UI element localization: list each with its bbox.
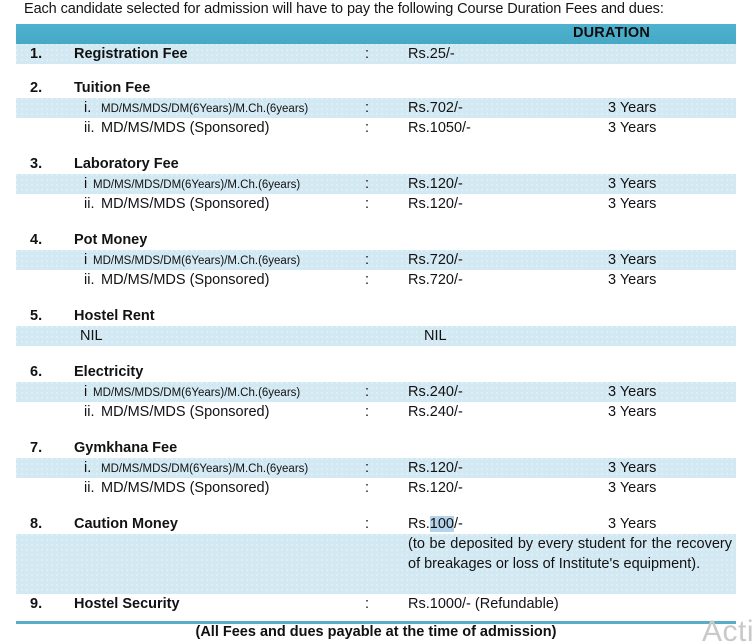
row-colon: : bbox=[365, 46, 370, 62]
row-duration: 3 Years bbox=[608, 480, 657, 496]
row-duration: 3 Years bbox=[608, 252, 657, 268]
row-title: Caution Money bbox=[74, 516, 178, 532]
row-colon: : bbox=[365, 460, 370, 476]
column-header-duration: DURATION bbox=[572, 25, 650, 41]
amount-prefix: Rs. bbox=[408, 516, 430, 532]
subrow-roman: ii. bbox=[84, 120, 95, 136]
table-row-heading bbox=[16, 154, 736, 174]
row-spacer bbox=[16, 138, 736, 154]
subrow-label bbox=[84, 270, 269, 290]
row-colon: : bbox=[365, 596, 370, 612]
subrow-roman: ii. bbox=[84, 404, 95, 420]
fees-table bbox=[16, 24, 736, 614]
row-nil-right: NIL bbox=[424, 328, 447, 344]
row-spacer bbox=[16, 498, 736, 514]
row-title: Tuition Fee bbox=[74, 80, 151, 96]
row-title: Gymkhana Fee bbox=[74, 440, 178, 456]
row-colon: : bbox=[365, 252, 370, 268]
row-amount: Rs.1050/- bbox=[408, 120, 471, 136]
row-number: 9. bbox=[30, 596, 43, 612]
row-number: 6. bbox=[30, 364, 43, 380]
row-number: 1. bbox=[30, 46, 43, 62]
subrow-label bbox=[84, 194, 269, 214]
table-subrow bbox=[16, 382, 736, 402]
table-row-heading bbox=[16, 230, 736, 250]
row-title: Electricity bbox=[74, 364, 144, 380]
subrow-roman: ii. bbox=[84, 196, 95, 212]
subrow-text: MD/MS/MDS/DM(6Years)/M.Ch.(6years) bbox=[101, 103, 309, 115]
subrow-text: MD/MS/MDS/DM(6Years)/M.Ch.(6years) bbox=[93, 387, 301, 399]
row-colon: : bbox=[365, 480, 370, 496]
subrow-label bbox=[84, 402, 269, 422]
footer-note: (All Fees and dues payable at the time of admission) bbox=[195, 624, 557, 640]
row-number: 8. bbox=[30, 516, 43, 532]
row-duration: 3 Years bbox=[608, 460, 657, 476]
subrow-label bbox=[84, 478, 269, 498]
row-amount bbox=[408, 514, 463, 534]
row-colon: : bbox=[365, 516, 370, 532]
row-duration: 3 Years bbox=[608, 196, 657, 212]
row-duration: 3 Years bbox=[608, 176, 657, 192]
row-number: 3. bbox=[30, 156, 43, 172]
row-title: Pot Money bbox=[74, 232, 148, 248]
table-row-heading bbox=[16, 78, 736, 98]
row-duration: 3 Years bbox=[608, 404, 657, 420]
row-number: 2. bbox=[30, 80, 43, 96]
table-subrow bbox=[16, 118, 736, 138]
table-subrow bbox=[16, 402, 736, 422]
subrow-text: MD/MS/MDS/DM(6Years)/M.Ch.(6years) bbox=[93, 179, 301, 191]
table-header-band bbox=[16, 24, 736, 44]
row-nil-left: NIL bbox=[80, 328, 103, 344]
table-subrow bbox=[16, 326, 736, 346]
row-colon: : bbox=[365, 120, 370, 136]
row-spacer bbox=[16, 422, 736, 438]
caution-money-note: (to be deposited by every student for the recovery of breakages or loss of Institute's equipment). bbox=[408, 536, 732, 572]
row-amount: Rs.240/- bbox=[408, 384, 463, 400]
row-amount: Rs.120/- bbox=[408, 196, 463, 212]
subrow-label bbox=[84, 250, 300, 271]
amount-selected-text[interactable]: 100 bbox=[429, 516, 454, 532]
row-title: Hostel Rent bbox=[74, 308, 155, 324]
table-row-heading bbox=[16, 362, 736, 382]
caution-money-note-block bbox=[16, 534, 736, 594]
row-duration: 3 Years bbox=[608, 384, 657, 400]
row-colon: : bbox=[365, 404, 370, 420]
row-amount: Rs.702/- bbox=[408, 100, 463, 116]
table-row bbox=[16, 594, 736, 614]
row-colon: : bbox=[365, 384, 370, 400]
row-amount: Rs.120/- bbox=[408, 176, 463, 192]
row-spacer bbox=[16, 64, 736, 78]
table-subrow bbox=[16, 270, 736, 290]
subrow-roman: i. bbox=[84, 460, 92, 476]
table-row bbox=[16, 44, 736, 64]
subrow-text: MD/MS/MDS (Sponsored) bbox=[101, 272, 270, 288]
table-subrow bbox=[16, 174, 736, 194]
row-colon: : bbox=[365, 272, 370, 288]
row-duration: 3 Years bbox=[608, 100, 657, 116]
table-row-heading bbox=[16, 438, 736, 458]
table-subrow bbox=[16, 98, 736, 118]
row-spacer bbox=[16, 346, 736, 362]
table-subrow bbox=[16, 250, 736, 270]
activate-windows-watermark: Acti bbox=[701, 615, 754, 643]
row-number: 7. bbox=[30, 440, 43, 456]
subrow-roman: ii. bbox=[84, 272, 95, 288]
table-row-heading bbox=[16, 306, 736, 326]
row-colon: : bbox=[365, 176, 370, 192]
row-amount: Rs.720/- bbox=[408, 252, 463, 268]
row-amount: Rs.120/- bbox=[408, 460, 463, 476]
subrow-label bbox=[84, 458, 308, 479]
subrow-roman: i. bbox=[84, 100, 92, 116]
row-spacer bbox=[16, 214, 736, 230]
subrow-text: MD/MS/MDS/DM(6Years)/M.Ch.(6years) bbox=[93, 255, 301, 267]
subrow-roman: i bbox=[84, 176, 88, 192]
row-amount: Rs.720/- bbox=[408, 272, 463, 288]
subrow-label bbox=[84, 98, 308, 119]
row-number: 5. bbox=[30, 308, 43, 324]
row-amount: Rs.25/- bbox=[408, 46, 455, 62]
subrow-roman: i bbox=[84, 384, 88, 400]
row-title: Registration Fee bbox=[74, 46, 188, 62]
table-row bbox=[16, 514, 736, 534]
row-colon: : bbox=[365, 196, 370, 212]
subrow-text: MD/MS/MDS (Sponsored) bbox=[101, 404, 270, 420]
table-subrow bbox=[16, 194, 736, 214]
subrow-label bbox=[84, 174, 300, 195]
row-duration: 3 Years bbox=[608, 516, 657, 532]
row-spacer bbox=[16, 290, 736, 306]
subrow-label bbox=[84, 382, 300, 403]
row-amount: Rs.240/- bbox=[408, 404, 463, 420]
subrow-text: MD/MS/MDS (Sponsored) bbox=[101, 120, 270, 136]
row-title: Laboratory Fee bbox=[74, 156, 179, 172]
subrow-text: MD/MS/MDS (Sponsored) bbox=[101, 196, 270, 212]
table-subrow bbox=[16, 478, 736, 498]
subrow-text: MD/MS/MDS/DM(6Years)/M.Ch.(6years) bbox=[101, 463, 309, 475]
subrow-text: MD/MS/MDS (Sponsored) bbox=[101, 480, 270, 496]
row-duration: 3 Years bbox=[608, 120, 657, 136]
table-subrow bbox=[16, 458, 736, 478]
subrow-roman: i bbox=[84, 252, 88, 268]
row-title: Hostel Security bbox=[74, 596, 180, 612]
intro-text: Each candidate selected for admission will have to pay the following Course Duration Fees and dues: bbox=[24, 1, 664, 17]
subrow-label bbox=[84, 118, 269, 138]
row-number: 4. bbox=[30, 232, 43, 248]
row-amount: Rs.1000/- (Refundable) bbox=[408, 596, 559, 612]
row-duration: 3 Years bbox=[608, 272, 657, 288]
row-colon: : bbox=[365, 100, 370, 116]
row-amount: Rs.120/- bbox=[408, 480, 463, 496]
subrow-roman: ii. bbox=[84, 480, 95, 496]
amount-suffix: /- bbox=[453, 516, 463, 532]
